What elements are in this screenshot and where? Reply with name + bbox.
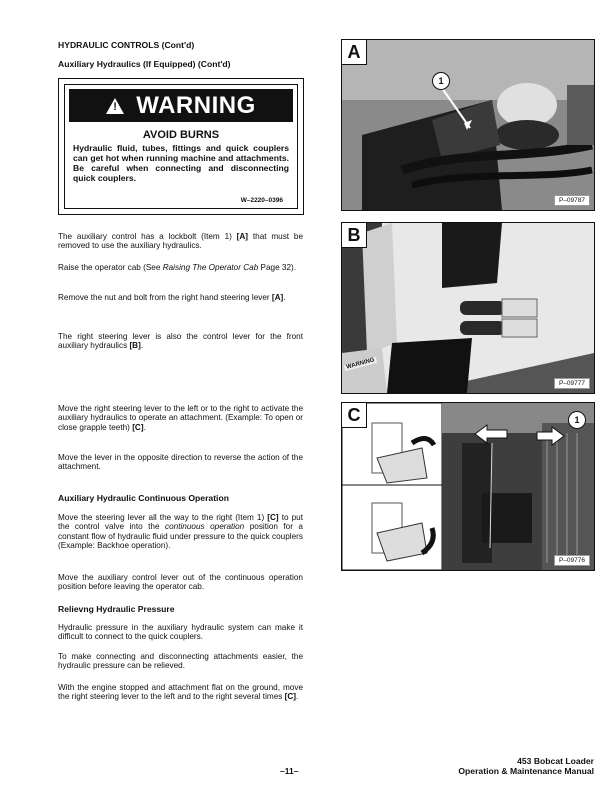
paragraph-remove-bolt: Remove the nut and bolt from the right hand steering lever [A]. — [58, 293, 286, 302]
figure-a-callout: 1 — [432, 72, 450, 90]
figure-c-code: P–09776 — [554, 555, 590, 566]
page-number: –11– — [280, 766, 299, 776]
paragraph-right-lever: The right steering lever is also the control lever for the front auxiliary hydraulics [B]. — [58, 332, 303, 351]
heading-continuous-operation: Auxiliary Hydraulic Continuous Operation — [58, 493, 229, 503]
figure-c-illustration — [342, 403, 594, 570]
figure-a-label: A — [342, 40, 367, 65]
warning-box — [58, 78, 304, 215]
heading-relieving-pressure: Relievng Hydraulic Pressure — [58, 604, 175, 614]
figure-b-photo — [342, 223, 594, 393]
paragraph-reverse-action: Move the lever in the opposite direction to reverse the action of the attachment. — [58, 453, 303, 472]
paragraph-continuous: Move the steering lever all the way to the right (Item 1) [C] to put the control valve into the continuous operation position for a constant flow of hydraulic fluid under pressure to the quick couplers (Example: Backhoe operation). — [58, 513, 303, 551]
paragraph-raise-cab: Raise the operator cab (See Raising The Operator Cab Page 32). — [58, 263, 297, 272]
figure-c-callout: 1 — [568, 411, 586, 429]
figure-a-code: P–09787 — [554, 195, 590, 206]
warning-code: W–2220–0396 — [240, 197, 283, 204]
footer-model: 453 Bobcat Loader — [517, 756, 594, 766]
warning-banner — [69, 89, 293, 122]
paragraph-relieve-easier: To make connecting and disconnecting attachments easier, the hydraulic pressure can be relieved. — [58, 652, 303, 671]
warning-title: WARNING — [136, 91, 256, 119]
warning-triangle-icon: ! — [106, 98, 124, 114]
cross-reference-link: Raising The Operator Cab — [162, 263, 259, 272]
paragraph-pressure-difficult: Hydraulic pressure in the auxiliary hydraulic system can make it difficult to connect to the quick couplers. — [58, 623, 303, 642]
figure-b-sticker: WARNING — [345, 357, 376, 371]
section-title: HYDRAULIC CONTROLS (Cont'd) — [58, 40, 195, 50]
paragraph-move-lever: Move the right steering lever to the left or to the right to activate the auxiliary hydraulics to operate an attachment. (Example: To open or close grapple teeth) [C]. — [58, 404, 303, 432]
warning-inner-border — [64, 84, 298, 209]
figure-b-code: P–09777 — [554, 378, 590, 389]
paragraph-lockbolt: The auxiliary control has a lockbolt (Item 1) [A] that must be removed to use the auxiliary hydraulics. — [58, 232, 303, 251]
figure-b — [341, 222, 595, 394]
footer-manual-title: Operation & Maintenance Manual — [458, 766, 594, 776]
warning-subtitle: AVOID BURNS — [142, 129, 220, 141]
paragraph-leave-cab: Move the auxiliary control lever out of the continuous operation position before leaving the operator cab. — [58, 573, 303, 592]
figure-c — [341, 402, 595, 571]
subsection-title: Auxiliary Hydraulics (If Equipped) (Cont'd) — [58, 59, 231, 69]
figure-a-photo — [342, 40, 594, 210]
figure-a — [341, 39, 595, 211]
figure-c-label: C — [342, 403, 367, 428]
paragraph-engine-stopped: With the engine stopped and attachment flat on the ground, move the right steering lever to the left and to the right several times [C]. — [58, 683, 303, 702]
warning-body: Hydraulic fluid, tubes, fittings and quick couplers can get hot when running machine and attachments. Be careful when connecting and disconnecting quick couplers. — [73, 143, 289, 183]
figure-b-label: B — [342, 223, 367, 248]
